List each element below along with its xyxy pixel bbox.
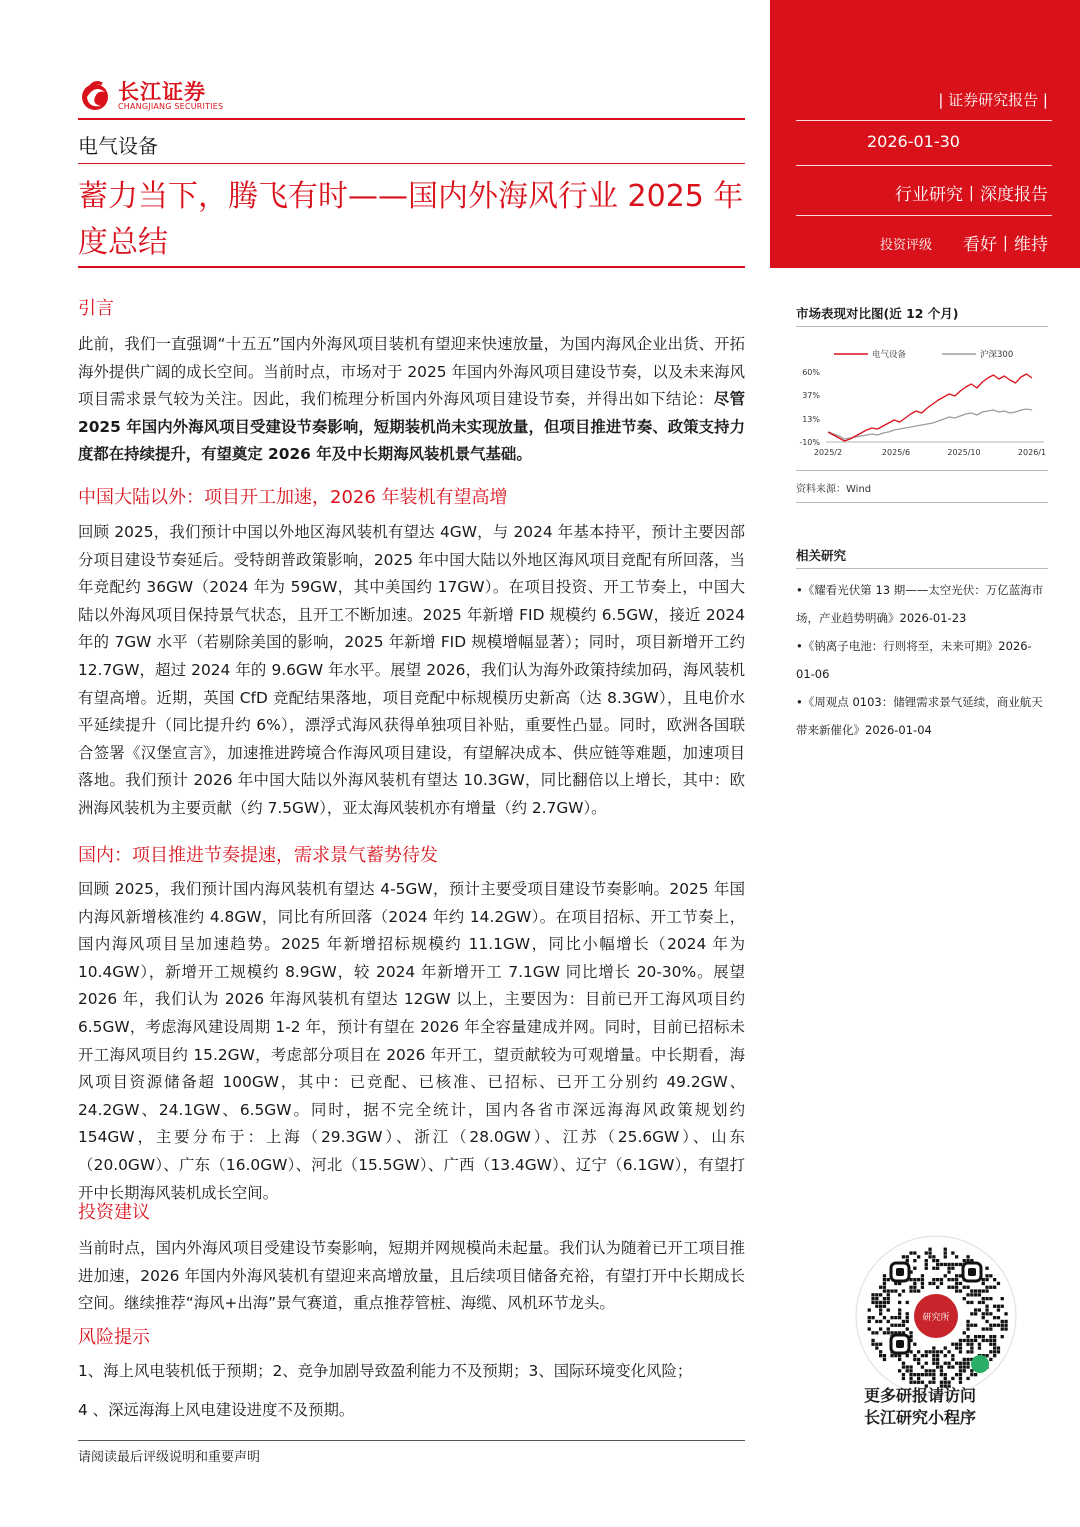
x-tick-label: 2026/1 — [1017, 448, 1047, 457]
section-heading-overseas: 中国大陆以外：项目开工加速，2026 年装机有望高增 — [78, 487, 508, 508]
logo-text-cn: 长江证券 — [118, 80, 206, 104]
risk-item-2: 4 、深远海海上风电建设进度不及预期。 — [78, 1401, 355, 1419]
footer-rule — [78, 1440, 745, 1441]
report-type: | 证券研究报告 | — [938, 91, 1048, 109]
report-title: 蓄力当下，腾飞有时——国内外海风行业 2025 年度总结 — [78, 179, 744, 260]
qr-caption-line-1: 更多研报请访问 — [864, 1386, 977, 1405]
invest-paragraph: 当前时点，国内外海风项目受建设节奏影响，短期并网规模尚未起量。我们认为随着已开工项目推进加速，2026 年国内外海风装机有望迎来高增放量，且后续项目储备充裕，有望打开中长期成长空间。继续推荐“海风+出海”景气赛道，重点推荐管桩、海缆、风机环节龙头。 — [78, 1239, 745, 1313]
wechat-mini-program-icon — [971, 1355, 989, 1373]
related-report-2[interactable]: •《钠离子电池：行则将至，未来可期》2026-01-06 — [796, 639, 1032, 681]
risk-item-1: 1、海上风电装机低于预期；2、竞争加剧导致盈利能力不及预期；3、国际环境变化风险； — [78, 1362, 693, 1380]
chart-y-ticks — [799, 368, 820, 447]
header-rule-top — [78, 118, 745, 120]
rating-label: 投资评级 — [880, 238, 933, 253]
report-info-panel — [770, 0, 1080, 268]
y-tick-label: 37% — [802, 391, 820, 400]
x-tick-label: 2025/10 — [947, 448, 981, 457]
mini-program-qr-code[interactable] — [852, 1232, 1020, 1400]
footer-note: 请阅读最后评级说明和重要声明 — [78, 1450, 261, 1465]
section-heading-risk: 风险提示 — [78, 1327, 150, 1348]
chart-title: 市场表现对比图(近 12 个月) — [796, 306, 959, 321]
legend-label-1: 沪深300 — [980, 350, 1014, 360]
qr-caption-line-2: 长江研究小程序 — [864, 1408, 977, 1427]
chart-x-ticks — [814, 448, 1046, 457]
series-line-电气设备 — [828, 374, 1032, 441]
x-tick-label: 2025/6 — [881, 448, 911, 457]
chart-source: 资料来源：Wind — [796, 484, 872, 495]
header-rule-mid — [78, 163, 745, 164]
y-tick-label: -10% — [799, 438, 820, 447]
related-report-3[interactable]: •《周观点 0103：储锂需求景气延续，商业航天带来新催化》2026-01-04 — [796, 695, 1043, 737]
panel-rule-2 — [796, 165, 1052, 166]
y-tick-label: 60% — [802, 368, 820, 377]
chart-title-rule — [796, 326, 1048, 327]
legend-label-0: 电气设备 — [872, 350, 907, 360]
market-performance-chart — [796, 338, 1048, 460]
related-research-title: 相关研究 — [796, 548, 847, 563]
related-title-rule — [796, 568, 1048, 569]
report-category: 行业研究丨深度报告 — [895, 185, 1048, 205]
header-rule-bottom — [78, 266, 745, 268]
rating-value: 看好丨维持 — [963, 235, 1048, 255]
related-report-1[interactable]: •《耀看光伏第 13 期——太空光伏：万亿蓝海市场，产业趋势明确》2026-01-23 — [796, 583, 1044, 625]
x-tick-label: 2025/2 — [813, 448, 843, 457]
intro-paragraph — [78, 331, 745, 469]
logo-text-en: CHANGJIANG SECURITIES — [118, 102, 224, 111]
domestic-paragraph: 回顾 2025，我们预计国内海风装机有望达 4-5GW，预计主要受项目建设节奏影响。2025 年国内海风新增核准约 4.8GW，同比有所回落（2024 年约 14.2GW）。在项目招标、开工节奏上，国内海风项目呈加速趋势。2025 年新增招标规模约 11.1GW，同比小幅增长（2024 年为 10.4GW），新增开工规模约 8.9GW，较 2024 年新增开工 7.1GW 同比增长 20-30%。展望 2026 年，我们认为 2026 年海风装机有望达 12GW 以上，主要因为：目前已开工海风项目约 6.5GW，考虑海风建设周期 1-2 年，预计有望在 2026 年全容量建成并网。同时，目前已招标未开工海风项目约 15.2GW，考虑部分项目在 2026 年开工，望贡献较为可观增量。中长期看，海风项目资源储备超 100GW，其中：已竞配、已核准、已招标、已开工分别约 49.2GW、24.2GW、24.1GW、6.5GW。同时，据不完全统计，国内各省市深远海海风政策规划约 154GW，主要分布于：上海（29.3GW）、浙江（28.0GW）、江苏（25.6GW）、山东（20.0GW）、广东（16.0GW）、河北（15.5GW）、广西（13.4GW）、辽宁（6.1GW），有望打开中长期海风装机成长空间。 — [78, 880, 745, 1202]
company-logo — [78, 76, 228, 116]
section-heading-invest: 投资建议 — [78, 1202, 150, 1223]
section-heading-domestic: 国内：项目推进节奏提速，需求景气蓄势待发 — [78, 845, 438, 866]
chart-bottom-rule — [796, 470, 1048, 471]
sector-label: 电气设备 — [78, 134, 158, 158]
report-date: 2026-01-30 — [867, 132, 960, 151]
logo-icon — [78, 78, 112, 112]
panel-rule-3 — [796, 215, 1052, 216]
panel-rule-1 — [796, 120, 1052, 121]
overseas-paragraph: 回顾 2025，我们预计中国以外地区海风装机有望达 4GW，与 2024 年基本持平，预计主要因部分项目建设节奏延后。受特朗普政策影响，2025 年中国大陆以外地区海风项目竞配有所回落，当年竞配约 36GW（2024 年为 59GW，其中美国约 17GW）。在项目投资、开工节奏上，中国大陆以外海风项目保持景气状态，且开工不断加速。2025 年新增 FID 规模约 6.5GW，接近 2024 年的 7GW 水平（若剔除美国的影响，2025 年新增 FID 规模增幅显著）；同时，项目新增开工约 12.7GW，超过 2024 年的 9.6GW 年水平。展望 2026，我们认为海外政策持续加码，海风装机有望高增。近期，英国 CfD 竞配结果落地，项目竞配中标规模历史新高（达 8.3GW），且电价水平延续提升（同比提升约 6%），漂浮式海风获得单独项目补贴，重要性凸显。同时，欧洲各国联合签署《汉堡宣言》，加速推进跨境合作海风项目建设，有望解决成本、供应链等难题，加速项目落地。我们预计 2026 年中国大陆以外海风装机有望达 10.3GW，同比翻倍以上增长，其中：欧洲海风装机为主要贡献（约 7.5GW），亚太海风装机亦有增量（约 2.7GW）。 — [78, 523, 745, 817]
chart-series — [828, 374, 1032, 441]
chart-legend — [834, 349, 1013, 360]
intro-text: 此前，我们一直强调“十五五”国内外海风项目装机有望迎来快速放量，为国内海风企业出货、开拓海外提供广阔的成长空间。当前时点，市场对于 2025 年国内外海风项目建设节奏，以及未来海风项目需求景气较为关注。因此，我们梳理分析国内外海风项目建设节奏，并得出如下结论： — [78, 335, 745, 409]
qr-center-text: 研究所 — [922, 1313, 950, 1323]
section-heading-intro: 引言 — [78, 298, 114, 319]
y-tick-label: 13% — [802, 415, 820, 424]
intro-conclusion: 尽管 2025 年国内外海风项目受建设节奏影响，短期装机尚未实现放量，但项目推进节奏、政策支持力度都在持续提升，有望奠定 2026 年及中长期海风装机景气基础。 — [78, 390, 745, 464]
qr-caption — [864, 1385, 976, 1429]
source-rule — [796, 502, 1048, 503]
